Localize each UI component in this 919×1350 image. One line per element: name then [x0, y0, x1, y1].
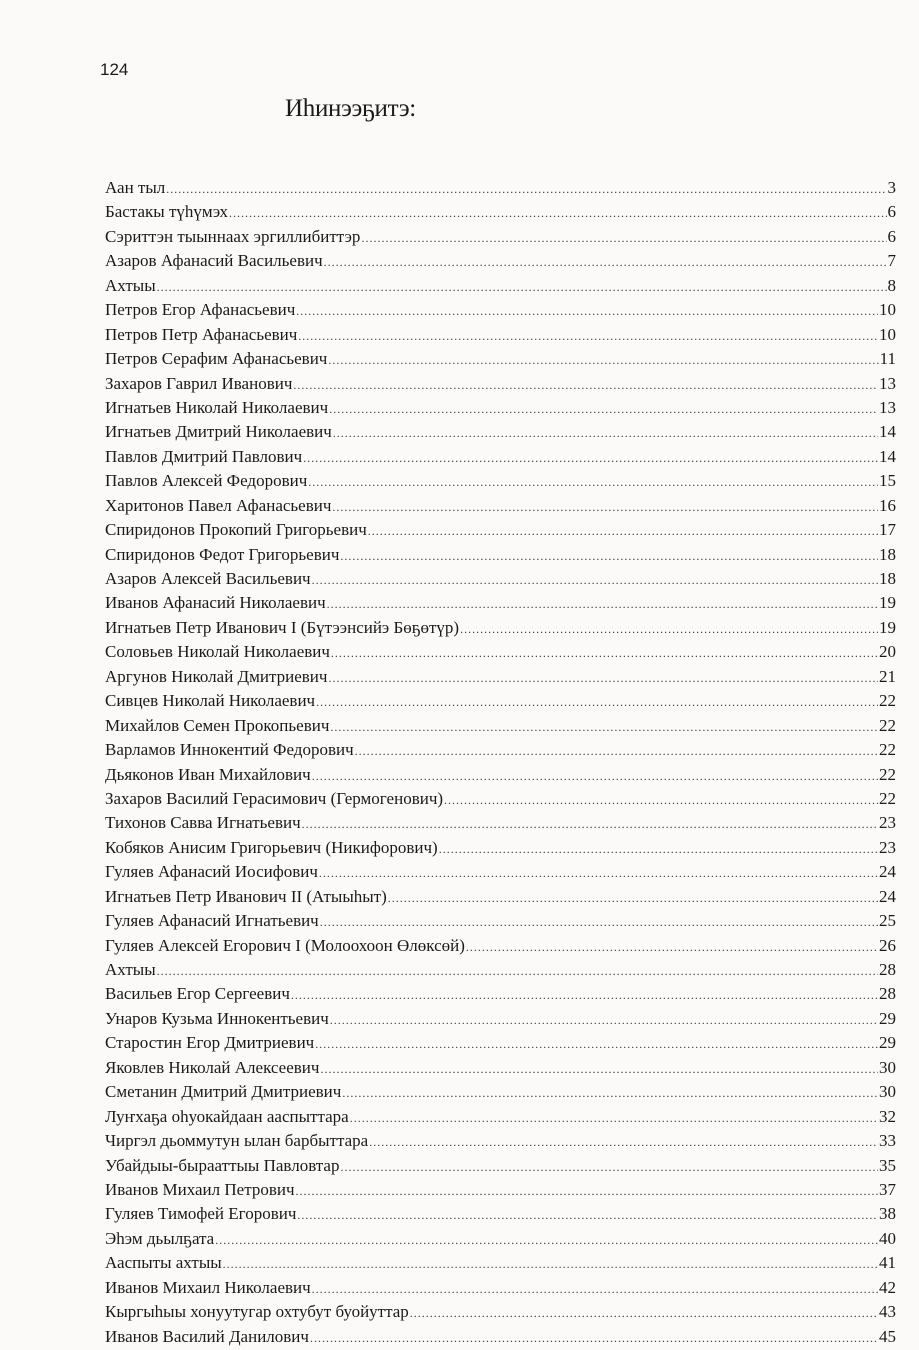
toc-entry-label: Игнатьев Дмитрий Николаевич [105, 422, 332, 442]
toc-entry-page: 43 [879, 1302, 896, 1322]
toc-entry-page: 18 [879, 544, 896, 564]
dot-leader [368, 519, 878, 543]
toc-entry [105, 469, 896, 493]
page-number: 124 [100, 60, 129, 79]
toc-entry [105, 1105, 896, 1129]
toc-entry [105, 420, 896, 444]
toc-entry [105, 958, 896, 982]
toc-entry-label: Чиргэл дьоммутун ылан барбыттара [105, 1131, 369, 1151]
dot-leader [297, 1203, 878, 1227]
toc-entry [105, 1154, 896, 1178]
toc-entry-page: 13 [879, 397, 896, 417]
toc-entry-page: 41 [879, 1253, 896, 1273]
dot-leader [229, 201, 887, 225]
toc-entry-page: 22 [879, 740, 896, 760]
toc-entry-label: Убайдыы-бырааттыы Павловтар [105, 1155, 340, 1175]
toc-entry-page: 32 [879, 1106, 896, 1126]
toc-entry-label: Спиридонов Прокопий Григорьевич [105, 520, 367, 540]
toc-entry-label: Васильев Егор Сергеевич [105, 984, 290, 1004]
toc-entry-label: Михайлов Семен Прокопьевич [105, 715, 330, 735]
toc-entry [105, 347, 896, 371]
dot-leader [331, 641, 878, 665]
dot-leader [330, 715, 878, 739]
toc-entry-page: 40 [879, 1228, 896, 1248]
dot-leader [369, 1130, 878, 1154]
dot-leader [166, 177, 886, 201]
toc-entry-label: Ахтыы [105, 275, 156, 295]
table-of-contents [105, 176, 896, 1349]
dot-leader [328, 666, 878, 690]
toc-entry-label: Петров Серафим Афанасьевич [105, 349, 328, 369]
toc-entry [105, 982, 896, 1006]
dot-leader [157, 275, 887, 299]
toc-entry [105, 298, 896, 322]
dot-leader [298, 324, 878, 348]
dot-leader [223, 1252, 878, 1276]
toc-entry-label: Павлов Алексей Федорович [105, 471, 308, 491]
toc-entry-label: Захаров Василий Герасимович (Гермогенович) [105, 788, 444, 808]
toc-entry-label: Сивцев Николай Николаевич [105, 691, 316, 711]
toc-entry [105, 885, 896, 909]
toc-entry-page: 30 [879, 1057, 896, 1077]
toc-entry-page: 24 [879, 862, 896, 882]
toc-entry-page: 14 [879, 446, 896, 466]
toc-entry [105, 274, 896, 298]
toc-entry-label: Игнатьев Петр Иванович I (Бүтээнсийэ Бөҕөтүр) [105, 617, 460, 637]
toc-entry-label: Павлов Дмитрий Павлович [105, 446, 303, 466]
dot-leader [444, 788, 878, 812]
dot-leader [340, 1155, 878, 1179]
dot-leader [320, 1057, 878, 1081]
toc-entry-label: Аан тыл [105, 178, 166, 197]
dot-leader [329, 397, 878, 421]
toc-entry-page: 15 [879, 471, 896, 491]
toc-entry-label: Гуляев Тимофей Егорович [105, 1204, 297, 1224]
toc-entry-label: Захаров Гаврил Иванович [105, 373, 293, 393]
toc-entry-page: 11 [879, 349, 896, 369]
dot-leader [410, 1301, 878, 1325]
toc-entry [105, 811, 896, 835]
toc-entry-page: 42 [879, 1277, 896, 1297]
toc-entry [105, 200, 896, 224]
dot-leader [303, 446, 878, 470]
toc-entry-label: Тихонов Савва Игнатьевич [105, 813, 301, 833]
toc-entry [105, 1178, 896, 1202]
dot-leader [333, 421, 878, 445]
toc-entry-page: 6 [887, 226, 896, 246]
toc-entry-label: Соловьев Николай Николаевич [105, 642, 330, 662]
dot-leader [319, 861, 878, 885]
toc-entry-page: 29 [879, 1008, 896, 1028]
toc-entry-label: Азаров Алексей Васильевич [105, 569, 311, 588]
toc-entry [105, 689, 896, 713]
toc-entry [105, 1080, 896, 1104]
toc-entry-label: Харитонов Павел Афанасьевич [105, 495, 332, 515]
toc-entry [105, 1227, 896, 1251]
toc-entry-label: Сэриттэн тыыннаах эргиллибиттэр [105, 226, 361, 246]
toc-entry-label: Гуляев Алексей Егорович I (Молоохоон Өлөксөй) [105, 935, 465, 955]
dot-leader [439, 837, 878, 861]
dot-leader [316, 690, 878, 714]
toc-entry-page: 22 [879, 764, 896, 784]
dot-leader [330, 1008, 878, 1032]
dot-leader [312, 764, 878, 788]
toc-entry-label: Гуляев Афанасий Иосифович [105, 862, 318, 882]
toc-entry-label: Варламов Иннокентий Федорович [105, 740, 354, 760]
toc-entry-page: 13 [879, 373, 896, 393]
toc-entry [105, 567, 896, 591]
dot-leader [466, 935, 878, 959]
dot-leader [355, 739, 878, 763]
toc-entry-label: Петров Егор Афанасьевич [105, 300, 296, 320]
toc-entry-page: 23 [879, 813, 896, 833]
toc-entry [105, 494, 896, 518]
toc-entry-page: 22 [879, 788, 896, 808]
toc-entry [105, 445, 896, 469]
toc-entry-label: Петров Петр Афанасьевич [105, 324, 298, 344]
toc-entry-page: 30 [879, 1082, 896, 1102]
toc-entry-label: Сметанин Дмитрий Дмитриевич [105, 1082, 342, 1102]
toc-entry [105, 591, 896, 615]
toc-entry [105, 1031, 896, 1055]
toc-entry-page: 38 [879, 1204, 896, 1224]
toc-entry-page: 6 [887, 202, 896, 222]
toc-entry-label: Аргунов Николай Дмитриевич [105, 666, 328, 686]
toc-entry-page: 18 [879, 569, 896, 588]
dot-leader [315, 1032, 878, 1056]
toc-entry-page: 45 [879, 1326, 896, 1346]
toc-entry [105, 372, 896, 396]
toc-entry [105, 396, 896, 420]
toc-entry [105, 714, 896, 738]
toc-entry-page: 37 [879, 1179, 896, 1199]
toc-entry-page: 22 [879, 691, 896, 711]
dot-leader [340, 544, 878, 568]
toc-entry-page: 33 [879, 1131, 896, 1151]
dot-leader [296, 299, 878, 323]
toc-entry [105, 1300, 896, 1324]
toc-entry [105, 616, 896, 640]
toc-entry-page: 14 [879, 422, 896, 442]
toc-entry [105, 934, 896, 958]
toc-entry-page: 25 [879, 911, 896, 931]
dot-leader [342, 1081, 878, 1105]
toc-entry-label: Азаров Афанасий Васильевич [105, 251, 323, 271]
toc-entry-page: 22 [879, 715, 896, 735]
toc-entry [105, 249, 896, 273]
toc-entry-label: Луҥхаҕа оһуокайдаан ааспыттара [105, 1106, 349, 1126]
dot-leader [320, 910, 878, 934]
toc-entry-label: Эһэм дьылҕата [105, 1228, 215, 1248]
toc-entry-page: 29 [879, 1033, 896, 1053]
toc-entry-page: 26 [879, 935, 896, 955]
toc-entry [105, 1251, 896, 1275]
toc-entry [105, 787, 896, 811]
dot-leader [388, 886, 878, 910]
toc-entry-label: Кобяков Анисим Григорьевич (Никифорович) [105, 837, 438, 857]
toc-entry [105, 225, 896, 249]
toc-entry [105, 1129, 896, 1153]
dot-leader [312, 568, 878, 592]
dot-leader [296, 1179, 879, 1203]
dot-leader [328, 348, 878, 372]
toc-entry [105, 1202, 896, 1226]
dot-leader [215, 1228, 878, 1252]
toc-entry [105, 640, 896, 664]
dot-leader [361, 226, 886, 250]
toc-entry-page: 20 [879, 642, 896, 662]
toc-entry-page: 28 [879, 984, 896, 1004]
toc-entry-page: 35 [879, 1155, 896, 1175]
toc-entry [105, 543, 896, 567]
toc-entry-page: 8 [887, 275, 896, 295]
toc-entry [105, 836, 896, 860]
dot-leader [312, 1277, 878, 1301]
toc-entry-page: 21 [879, 666, 896, 686]
toc-entry-label: Ааспыты ахтыы [105, 1253, 222, 1273]
dot-leader [308, 470, 878, 494]
dot-leader [293, 373, 878, 397]
toc-entry-label: Дьяконов Иван Михайлович [105, 764, 311, 784]
toc-entry-label: Кыргыһыы хонуутугар охтубут буойуттар [105, 1302, 409, 1322]
toc-entry-label: Иванов Михаил Петрович [105, 1179, 295, 1199]
toc-entry [105, 909, 896, 933]
toc-entry [105, 1007, 896, 1031]
toc-entry-label: Иванов Василий Данилович [105, 1326, 309, 1346]
toc-entry [105, 1056, 896, 1080]
toc-entry [105, 860, 896, 884]
toc-entry-label: Ахтыы [105, 960, 156, 979]
toc-entry [105, 738, 896, 762]
toc-entry-page: 3 [887, 178, 896, 197]
toc-entry-page: 16 [879, 495, 896, 515]
dot-leader [350, 1106, 878, 1130]
toc-entry-label: Гуляев Афанасий Игнатьевич [105, 911, 319, 931]
dot-leader [324, 250, 887, 274]
toc-entry-label: Унаров Кузьма Иннокентьевич [105, 1008, 329, 1028]
toc-entry [105, 323, 896, 347]
dot-leader [332, 495, 878, 519]
toc-entry [105, 665, 896, 689]
toc-entry-page: 7 [887, 251, 896, 271]
toc-entry-page: 10 [879, 300, 896, 320]
toc-entry-page: 24 [879, 886, 896, 906]
dot-leader [157, 959, 878, 983]
dot-leader [327, 592, 878, 616]
toc-title: Иһинээҕитэ: [285, 95, 416, 122]
toc-entry-label: Яковлев Николай Алексеевич [105, 1057, 320, 1077]
toc-entry-page: 23 [879, 837, 896, 857]
toc-entry-label: Игнатьев Петр Иванович II (Атыыһыт) [105, 886, 387, 906]
toc-entry [105, 176, 896, 200]
dot-leader [310, 1326, 878, 1350]
toc-entry-label: Старостин Егор Дмитриевич [105, 1033, 315, 1053]
dot-leader [460, 617, 878, 641]
dot-leader [302, 812, 878, 836]
toc-entry-label: Бастакы түһүмэх [105, 202, 228, 222]
toc-entry-page: 10 [879, 324, 896, 344]
toc-entry-label: Иванов Михаил Николаевич [105, 1277, 311, 1297]
toc-entry-page: 19 [879, 617, 896, 637]
toc-entry-label: Игнатьев Николай Николаевич [105, 397, 329, 417]
toc-entry [105, 518, 896, 542]
toc-entry [105, 1325, 896, 1349]
toc-entry-label: Спиридонов Федот Григорьевич [105, 544, 340, 564]
toc-entry-page: 19 [879, 593, 896, 613]
dot-leader [291, 983, 878, 1007]
toc-entry [105, 1276, 896, 1300]
toc-entry [105, 763, 896, 787]
toc-entry-page: 28 [879, 960, 896, 979]
toc-entry-page: 17 [879, 520, 896, 540]
toc-entry-label: Иванов Афанасий Николаевич [105, 593, 326, 613]
